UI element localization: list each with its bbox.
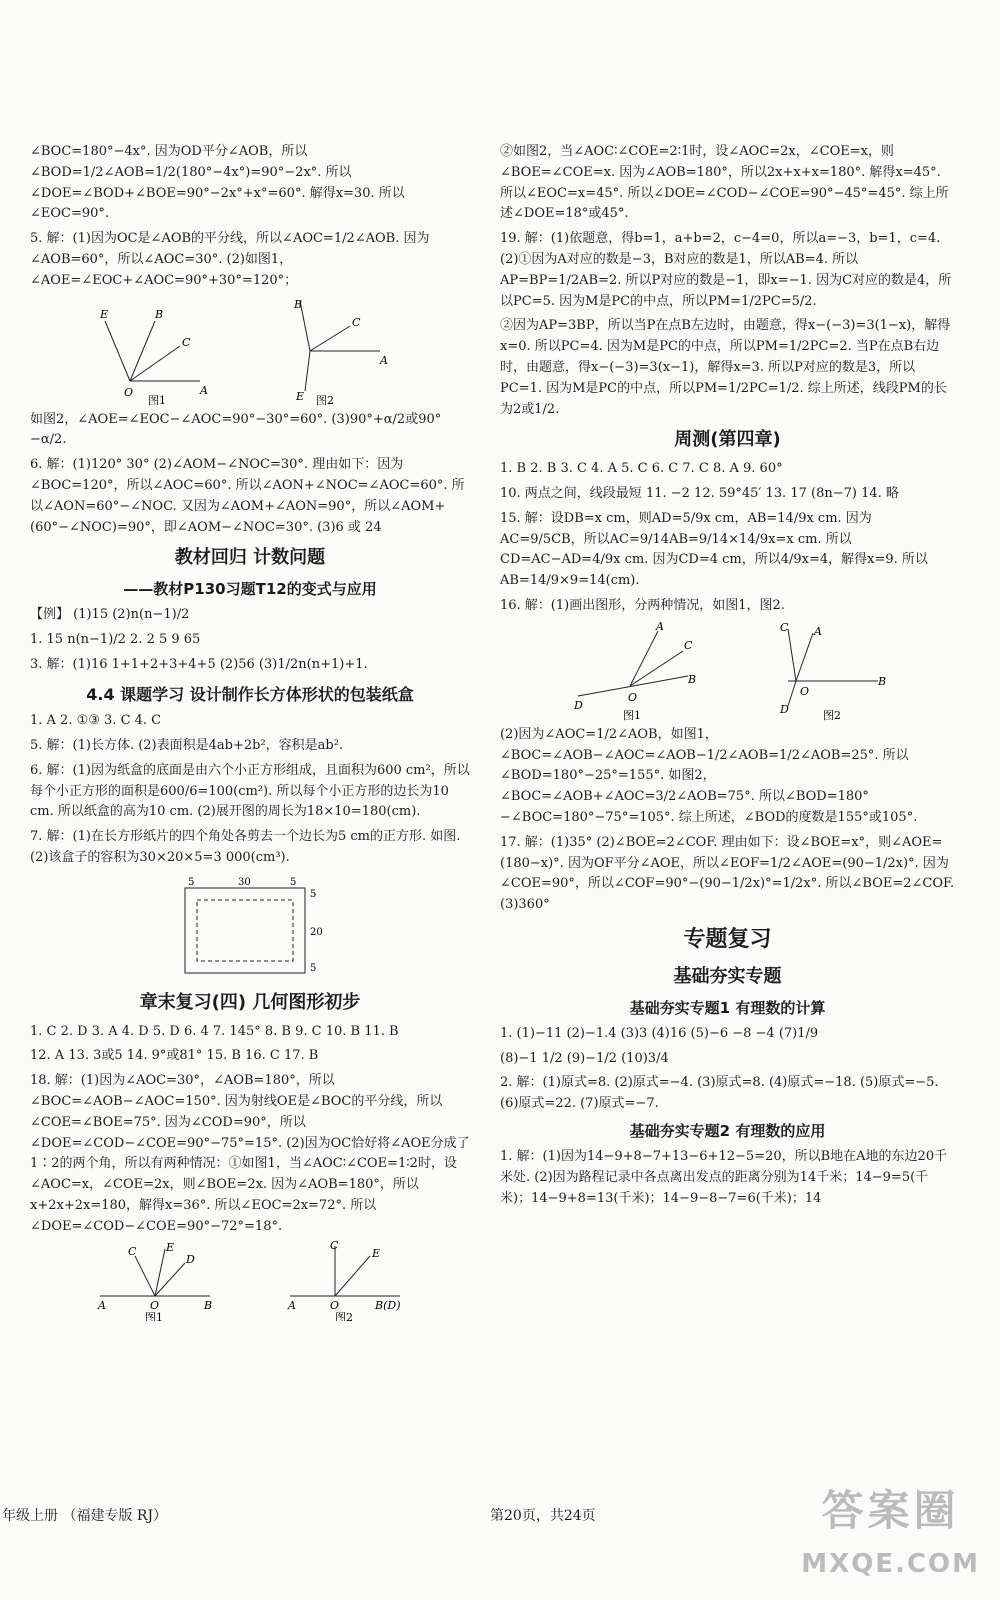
dim-label: 20 [310,926,323,938]
label-o: O [330,1299,340,1313]
box-net-diagram [170,873,330,983]
figure-angles-q16 [500,621,955,721]
paragraph: 1. B 2. B 3. C 4. A 5. C 6. C 7. C 8. A 9. 60° [500,461,783,477]
section-title: 专题复习 [683,926,772,952]
paragraph: ∠BOC=180°−4x°. 因为OD平分∠AOB，所以∠BOD=1/2∠AOB=1/2(180°−4x°)=90°−2x°. 所以∠DOE=∠BOD+∠BOE=90°−2x°+x°=60°. 解得x=30. 所以∠EOC=90°. [30,144,405,222]
paragraph: 6. 解：(1)120° 30° (2)∠AOM−∠NOC=30°. 理由如下：因为∠BOC=120°，所以∠AOC=60°. 所以∠AON+∠NOC=∠AOC=60°. 所以∠AON=60°−∠NOC. 又因为∠AOM+∠AON=90°，所以∠AOM+(60°−∠NOC)=90°，即∠AOM−∠NOC=30°. (3)6 或 24 [30,457,465,535]
label-d: D [779,702,789,716]
footer-page-number: 第20页，共24页 [490,1508,596,1524]
paragraph: 1. 15 n(n−1)/2 2. 2 5 9 65 [30,631,201,647]
dim-label: 5 [290,876,297,888]
label-b: B [687,672,696,686]
figure-2 [768,621,888,721]
paragraph: 1. (1)−11 (2)−1.4 (3)3 (4)16 (5)−6 −8 −4 (7)1/9 [500,1025,819,1041]
figure-angles-q18 [30,1241,470,1321]
figure-caption: 图1 [148,393,166,406]
box-net-figure [30,873,470,983]
figure-caption: 图2 [335,1311,353,1322]
watermark-logo: 答案圈 [821,1486,960,1536]
label-o: O [627,690,637,704]
label-o: O [150,1299,160,1313]
label-b: B [155,307,164,321]
figure-2 [280,296,400,406]
label-e: E [296,389,305,403]
paragraph: 1. C 2. D 3. A 4. D 5. D 6. 4 7. 145° 8. B 9. C 10. B 11. B [30,1023,399,1039]
watermark [801,1477,980,1586]
topic-title: 基础夯实专题1 有理数的计算 [629,998,826,1017]
paragraph: 3. 解：(1)16 1+1+2+3+4+5 (2)56 (3)1/2n(n+1)+1. [30,656,368,672]
label-bd: B(D) [375,1299,401,1313]
paragraph: 5. 解：(1)长方体. (2)表面积是4ab+2b²，容积是ab². [30,737,344,753]
label-o: O [124,385,134,399]
footer-book: 年级上册 （福建专版 RJ） [2,1508,168,1524]
paragraph: 如图2，∠AOE=∠EOC−∠AOC=90°−30°=60°. (3)90°+α/2或90°−α/2. [30,411,442,448]
left-column [30,140,470,1325]
paragraph: (8)−1 1/2 (9)−1/2 (10)3/4 [500,1050,669,1066]
label-c: C [330,1241,339,1253]
paragraph: ②如图2，当∠AOC∶∠COE=2∶1时，设∠AOC=2x，∠COE=x，则∠BOE=∠COE=x. 因为∠AOB=180°，所以2x+x+x=180°. 解得x=45°. 所以∠EOC=x=45°. 所以∠DOE=∠COD−∠COE=90°−45°=45°. 综上所述∠DOE=18°或45°. [500,144,949,222]
figure-angles-q5 [30,296,470,406]
figure-caption: 图2 [316,393,334,406]
paragraph: 7. 解：(1)在长方形纸片的四个角处各剪去一个边长为5 cm的正方形. 如图. (2)该盒子的容积为30×20×5=3 000(cm³). [30,829,461,865]
label-a: A [288,1299,296,1313]
label-c: C [352,315,361,329]
paragraph: 16. 解：(1)画出图形，分两种情况，如图1，图2. [500,597,785,613]
dim-label: 5 [310,888,317,900]
paragraph: 5. 解：(1)因为OC是∠AOB的平分线，所以∠AOC=1/2∠AOB. 因为∠AOB=60°，所以∠AOC=30°. (2)如图1，∠AOE=∠EOC+∠AOC=90°+30°=120°； [30,231,430,288]
label-e: E [166,1241,175,1255]
paragraph: 2. 解：(1)原式=8. (2)原式=−4. (3)原式=8. (4)原式=−18. (5)原式=−5. (6)原式=22. (7)原式=−7. [500,1075,939,1112]
label-b: B [877,674,886,688]
label-c: C [182,335,191,349]
section-title: 周测(第四章) [674,429,781,451]
label-b: B [204,1299,213,1313]
label-c: C [128,1245,137,1259]
dim-label: 30 [238,876,251,888]
label-d: D [186,1253,195,1267]
figure-1 [568,621,708,721]
dim-label: 5 [188,876,195,888]
figure-caption: 图1 [622,708,641,721]
paragraph: (2)因为∠AOC=1/2∠AOB，如图1，∠BOC=∠AOB−∠AOC=∠AOB−1/2∠AOB=1/2∠AOB=25°. 所以∠BOD=180°−25°=155°. 如图2，∠BOC=∠AOB+∠AOC=3/2∠AOB=75°. 所以∠BOD=180°−∠BOC=180°−75°=105°. 综上所述，∠BOD的度数是155°或105°. [500,726,918,825]
paragraph: 6. 解：(1)因为纸盒的底面是由六个小正方形组成，且面积为600 cm²，所以每个小正方形的面积是600/6=100(cm²). 所以每个小正方形的边长为10 cm. 所以纸盒的高为10 cm. (2)展开图的周长为18×10=180(cm). [30,762,470,820]
paragraph: 【例】 (1)15 (2)n(n−1)/2 [30,607,190,623]
figure-1 [90,1241,220,1321]
dim-label: 5 [310,962,317,974]
watermark-url: MXQE.COM [801,1549,980,1580]
label-b: B [294,297,303,311]
section-title: 教材回归 计数问题 [174,547,326,569]
paragraph: 17. 解：(1)35° (2)∠BOE=2∠COF. 理由如下：设∠BOE=x°，则∠AOE=(180−x)°. 因为OF平分∠AOE，所以∠EOF=1/2∠AOE=(90−1/2x)°. 因为∠COE=90°，所以∠COF=90°−(90−1/2x)°=1/2x°. 所以∠BOE=2∠COF. (3)360° [500,834,955,913]
figure-2 [280,1241,410,1321]
label-e: E [372,1247,381,1261]
label-a: A [98,1299,106,1313]
figure-1 [100,296,220,406]
label-a: A [655,620,664,633]
paragraph: 12. A 13. 3或5 14. 9°或81° 15. B 16. C 17. B [30,1048,319,1064]
label-a: A [380,353,388,367]
section-subtitle: 基础夯实专题 [673,966,782,988]
section-title: 4.4 课题学习 设计制作长方体形状的包装纸盒 [86,684,414,704]
paragraph: 1. A 2. ①③ 3. C 4. C [30,713,162,729]
paragraph: 1. 解：(1)因为14−9+8−7+13−6+12−5=20，所以B地在A地的东边20千米处. (2)因为路程记录中各点离出发点的距离分别为14千米；14−9=5(千米)；14−9+8=13(千米)；14−9−8−7=6(千米)；14 [500,1149,948,1206]
figure-caption: 图2 [822,708,841,721]
label-c: C [683,638,692,652]
label-c: C [779,620,788,634]
label-a: A [813,624,822,638]
paragraph: 18. 解：(1)因为∠AOC=30°，∠AOB=180°，所以∠BOC=∠AOB−∠AOC=150°. 因为射线OE是∠BOC的平分线，所以∠COE=∠BOE=75°. 因为∠COD=90°，所以∠DOE=∠COD−∠COE=90°−75°=15°. (2)因为OC恰好将∠AOE分成了1∶2的两个角，所以有两种情况：①如图1，当∠AOC∶∠COE=1∶2时，设∠AOC=x，∠COE=2x，则∠BOE=2x. 因为∠AOB=180°，所以x+2x+2x=180，解得x=36°. 所以∠EOC=2x=72°. 所以∠DOE=∠COD−∠COE=90°−72°=18°. [30,1073,470,1234]
paragraph: 19. 解：(1)依题意，得b=1，a+b=2，c−4=0，所以a=−3，b=1，c=4. (2)①因为A对应的数是−3，B对应的数是1，所以AB=4. 所以AP=BP=1/2AB=2. 所以P对应的数是−1，即x=−1. 因为C对应的数是4，所以PC=5. 因为M是PC的中点，所以PM=1/2PC=5/2. [500,231,952,309]
paragraph: 15. 解：设DB=x cm，则AD=5/9x cm，AB=14/9x cm. 因为AC=9/5CB，所以AC=9/14AB=9/14×14/9x=x cm. 所以CD=AC−AD=4/9x cm. 因为CD=4 cm，所以4/9x=4，解得x=9. 所以AB=14/9×9=14(cm). [500,510,928,589]
label-o: O [799,684,809,698]
paragraph: ②因为AP=3BP，所以当P在点B左边时，由题意，得x−(−3)=3(1−x)，解得x=0. 所以PC=4. 因为M是PC的中点，所以PM=1/2PC=2. 当P在点B右边时，由题意，得x−(−3)=3(x−1)，解得x=3. 所以P对应的数是3，所以PC=1. 因为M是PC的中点，所以PM=1/2PC=1/2. 综上所述，线段PM的长为2或1/2. [500,318,951,417]
section-subtitle: ——教材P130习题T12的变式与应用 [123,580,377,599]
label-d: D [573,698,583,712]
section-title: 章末复习(四) 几何图形初步 [139,991,361,1013]
label-e: E [100,307,109,321]
label-a: A [200,383,208,397]
topic-title: 基础夯实专题2 有理数的应用 [629,1122,826,1141]
figure-caption: 图1 [145,1311,163,1322]
paragraph: 10. 两点之间，线段最短 11. −2 12. 59°45′ 13. 17 (8n−7) 14. 略 [500,485,899,501]
right-column [500,140,955,1213]
